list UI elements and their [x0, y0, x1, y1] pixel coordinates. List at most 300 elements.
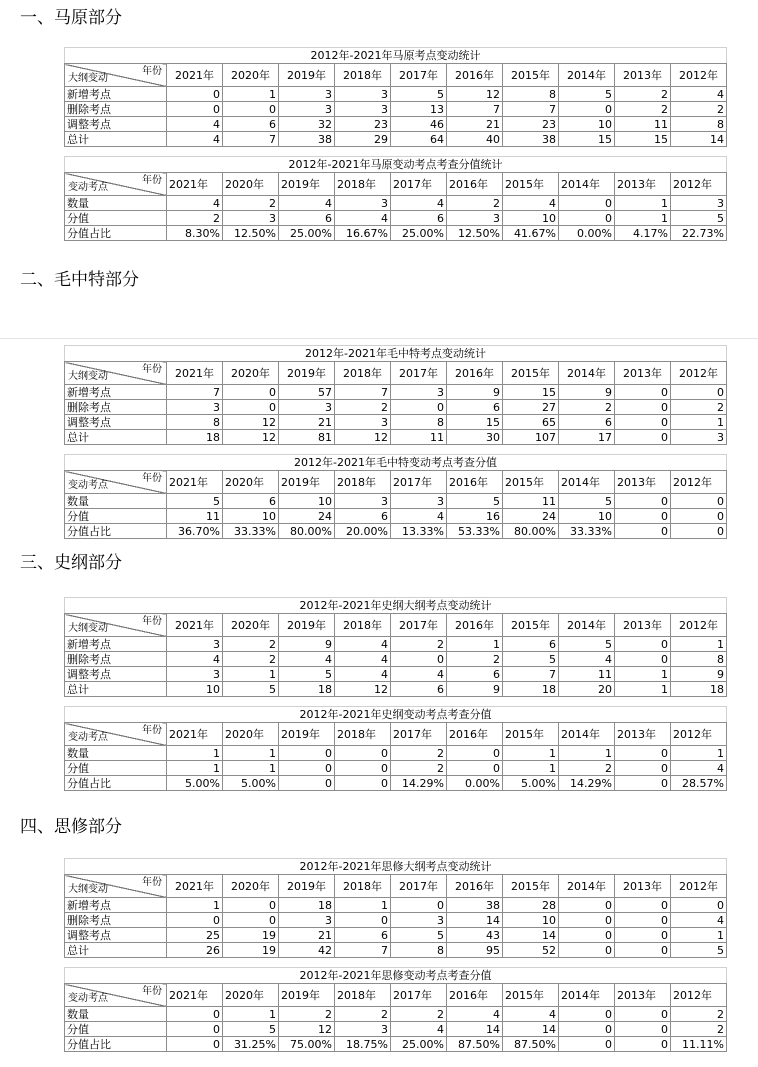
- table-cell: 26: [167, 943, 223, 958]
- table-cell: 0.00%: [447, 776, 503, 791]
- table-cell: 8: [391, 415, 447, 430]
- table-cell: 4: [279, 652, 335, 667]
- table-cell: 7: [223, 132, 279, 147]
- change-stats-table: [64, 597, 727, 697]
- table-cell: 11: [559, 667, 615, 682]
- year-header: 2020年: [223, 173, 279, 196]
- table-cell: 3: [335, 1022, 391, 1037]
- table-cell: 2: [391, 637, 447, 652]
- table-cell: 4: [167, 132, 223, 147]
- year-header: 2019年: [279, 362, 335, 385]
- header-row: [65, 614, 727, 637]
- table-cell: 38: [503, 132, 559, 147]
- table-cell: 15: [559, 132, 615, 147]
- table-cell: 10: [223, 509, 279, 524]
- table-cell: 0: [391, 652, 447, 667]
- table-cell: 4: [447, 1007, 503, 1022]
- table-cell: 0.00%: [559, 226, 615, 241]
- table-cell: 2: [671, 102, 727, 117]
- table-cell: 3: [671, 196, 727, 211]
- year-header: 2016年: [447, 984, 503, 1007]
- table-cell: 9: [671, 667, 727, 682]
- section-block-sixiu: [64, 858, 727, 1052]
- header-row: [65, 173, 727, 196]
- table-cell: 0: [335, 761, 391, 776]
- table-cell: 12.50%: [223, 226, 279, 241]
- table-cell: 11: [615, 117, 671, 132]
- table-cell: 5: [167, 494, 223, 509]
- corner-bottom-label: 变动考点: [68, 480, 108, 491]
- corner-bottom-label: 大纲变动: [68, 884, 108, 895]
- table-row: [65, 652, 727, 667]
- table-cell: 2: [391, 746, 447, 761]
- row-label: 总计: [65, 682, 167, 697]
- table-cell: 6: [223, 494, 279, 509]
- year-header: 2018年: [335, 723, 391, 746]
- table-cell: 10: [167, 682, 223, 697]
- score-stats-table: [64, 967, 727, 1052]
- table-cell: 28: [503, 898, 559, 913]
- table-cell: 18: [503, 682, 559, 697]
- table-cell: 0: [447, 761, 503, 776]
- table-cell: 95: [447, 943, 503, 958]
- year-header: 2015年: [503, 64, 559, 87]
- table-row: [65, 196, 727, 211]
- table-cell: 80.00%: [279, 524, 335, 539]
- year-header: 2019年: [279, 723, 335, 746]
- section-heading-mayuan: 一、马原部分: [20, 8, 122, 28]
- row-label: 分值: [65, 509, 167, 524]
- table-cell: 8: [671, 117, 727, 132]
- table-row: [65, 509, 727, 524]
- year-header: 2021年: [167, 64, 223, 87]
- table-cell: 1: [167, 898, 223, 913]
- table-cell: 0: [447, 746, 503, 761]
- year-header: 2016年: [447, 875, 503, 898]
- year-header: 2018年: [335, 471, 391, 494]
- table-cell: 33.33%: [223, 524, 279, 539]
- corner-bottom-label: 大纲变动: [68, 623, 108, 634]
- year-header: 2017年: [391, 875, 447, 898]
- table-row: [65, 226, 727, 241]
- year-header: 2019年: [279, 64, 335, 87]
- table-row: [65, 524, 727, 539]
- row-label: 新增考点: [65, 898, 167, 913]
- table-cell: 4: [671, 913, 727, 928]
- table-cell: 10: [279, 494, 335, 509]
- row-label: 数量: [65, 746, 167, 761]
- corner-top-label: 年份: [142, 364, 162, 375]
- table-cell: 11: [503, 494, 559, 509]
- table-cell: 0: [615, 494, 671, 509]
- table-cell: 6: [447, 667, 503, 682]
- table-cell: 12: [223, 415, 279, 430]
- table-cell: 5: [503, 652, 559, 667]
- table-cell: 22.73%: [671, 226, 727, 241]
- row-label: 调整考点: [65, 667, 167, 682]
- table-cell: 9: [559, 385, 615, 400]
- table-cell: 4: [335, 652, 391, 667]
- row-label: 删除考点: [65, 913, 167, 928]
- table-cell: 52: [503, 943, 559, 958]
- table-cell: 12: [223, 430, 279, 445]
- table-cell: 2: [391, 1007, 447, 1022]
- table-row: [65, 494, 727, 509]
- year-header: 2015年: [503, 471, 559, 494]
- table-cell: 28.57%: [671, 776, 727, 791]
- table-cell: 0: [615, 1022, 671, 1037]
- table-cell: 0: [615, 415, 671, 430]
- year-header: 2012年: [671, 173, 727, 196]
- change-stats-table: [64, 345, 727, 445]
- table-cell: 0: [671, 494, 727, 509]
- year-header: 2014年: [559, 875, 615, 898]
- row-label: 分值: [65, 761, 167, 776]
- table-cell: 16: [447, 509, 503, 524]
- section-block-maozhongte: [64, 345, 727, 539]
- table-cell: 0: [223, 898, 279, 913]
- score-stats-table: [64, 156, 727, 241]
- table-cell: 8: [391, 943, 447, 958]
- table-cell: 2: [671, 1007, 727, 1022]
- table-cell: 23: [335, 117, 391, 132]
- header-row: [65, 723, 727, 746]
- year-header: 2015年: [503, 875, 559, 898]
- table-cell: 2: [447, 196, 503, 211]
- table-cell: 2: [671, 1022, 727, 1037]
- table-cell: 2: [447, 652, 503, 667]
- table-cell: 8.30%: [167, 226, 223, 241]
- table-cell: 0: [615, 524, 671, 539]
- table-cell: 13.33%: [391, 524, 447, 539]
- table-title-row: [65, 157, 727, 173]
- table-cell: 5.00%: [503, 776, 559, 791]
- table-row: [65, 102, 727, 117]
- table-cell: 3: [391, 913, 447, 928]
- year-header: 2020年: [223, 64, 279, 87]
- table-cell: 5: [391, 87, 447, 102]
- table-cell: 15: [447, 415, 503, 430]
- table-cell: 18: [167, 430, 223, 445]
- year-header: 2014年: [559, 471, 615, 494]
- year-header: 2014年: [559, 614, 615, 637]
- year-header: 2012年: [671, 614, 727, 637]
- corner-top-label: 年份: [142, 616, 162, 627]
- year-header: 2017年: [391, 173, 447, 196]
- year-header: 2012年: [671, 471, 727, 494]
- header-row: [65, 362, 727, 385]
- table-cell: 4: [335, 637, 391, 652]
- table-cell: 4.17%: [615, 226, 671, 241]
- table-cell: 4: [167, 196, 223, 211]
- year-header: 2017年: [391, 614, 447, 637]
- table-cell: 0: [615, 913, 671, 928]
- table-title: 2012年-2021年毛中特考点变动统计: [65, 346, 727, 362]
- corner-header: [65, 362, 167, 385]
- table-cell: 2: [167, 211, 223, 226]
- corner-header: [65, 471, 167, 494]
- year-header: 2012年: [671, 362, 727, 385]
- table-spacer: [64, 958, 727, 967]
- table-row: [65, 211, 727, 226]
- table-cell: 0: [615, 761, 671, 776]
- row-label: 调整考点: [65, 928, 167, 943]
- table-cell: 4: [503, 196, 559, 211]
- table-cell: 2: [335, 1007, 391, 1022]
- table-cell: 0: [671, 385, 727, 400]
- year-header: 2017年: [391, 984, 447, 1007]
- year-header: 2014年: [559, 173, 615, 196]
- corner-header: [65, 173, 167, 196]
- table-cell: 0: [559, 898, 615, 913]
- year-header: 2019年: [279, 471, 335, 494]
- table-cell: 0: [559, 1007, 615, 1022]
- table-title-row: [65, 707, 727, 723]
- table-cell: 14.29%: [559, 776, 615, 791]
- corner-bottom-label: 变动考点: [68, 732, 108, 743]
- corner-top-label: 年份: [142, 986, 162, 997]
- change-stats-table: [64, 858, 727, 958]
- table-row: [65, 898, 727, 913]
- year-header: 2020年: [223, 984, 279, 1007]
- table-cell: 6: [279, 211, 335, 226]
- table-cell: 24: [279, 509, 335, 524]
- table-cell: 3: [391, 494, 447, 509]
- year-header: 2012年: [671, 723, 727, 746]
- year-header: 2015年: [503, 614, 559, 637]
- table-cell: 46: [391, 117, 447, 132]
- table-cell: 5: [559, 87, 615, 102]
- table-cell: 0: [167, 1007, 223, 1022]
- table-cell: 1: [167, 761, 223, 776]
- table-cell: 3: [335, 87, 391, 102]
- table-cell: 0: [559, 1022, 615, 1037]
- table-cell: 75.00%: [279, 1037, 335, 1052]
- table-cell: 5: [391, 928, 447, 943]
- table-cell: 0: [167, 1037, 223, 1052]
- table-cell: 0: [223, 102, 279, 117]
- table-cell: 0: [615, 746, 671, 761]
- table-cell: 1: [615, 211, 671, 226]
- row-label: 新增考点: [65, 87, 167, 102]
- year-header: 2014年: [559, 723, 615, 746]
- table-cell: 27: [503, 400, 559, 415]
- table-cell: 1: [223, 1007, 279, 1022]
- table-cell: 10: [559, 509, 615, 524]
- table-cell: 4: [391, 196, 447, 211]
- table-cell: 16.67%: [335, 226, 391, 241]
- table-cell: 0: [335, 776, 391, 791]
- table-cell: 3: [279, 102, 335, 117]
- year-header: 2019年: [279, 875, 335, 898]
- year-header: 2012年: [671, 875, 727, 898]
- year-header: 2018年: [335, 64, 391, 87]
- table-row: [65, 928, 727, 943]
- table-cell: 41.67%: [503, 226, 559, 241]
- table-cell: 6: [559, 415, 615, 430]
- table-cell: 11: [391, 430, 447, 445]
- corner-header: [65, 64, 167, 87]
- year-header: 2018年: [335, 173, 391, 196]
- table-cell: 11: [167, 509, 223, 524]
- table-cell: 0: [279, 746, 335, 761]
- year-header: 2016年: [447, 471, 503, 494]
- table-cell: 0: [559, 943, 615, 958]
- year-header: 2016年: [447, 614, 503, 637]
- table-cell: 1: [615, 667, 671, 682]
- table-cell: 9: [447, 385, 503, 400]
- table-cell: 0: [615, 400, 671, 415]
- table-cell: 0: [559, 211, 615, 226]
- table-row: [65, 132, 727, 147]
- table-row: [65, 913, 727, 928]
- table-cell: 0: [615, 943, 671, 958]
- row-label: 调整考点: [65, 415, 167, 430]
- row-label: 分值占比: [65, 524, 167, 539]
- table-cell: 0: [279, 776, 335, 791]
- year-header: 2016年: [447, 173, 503, 196]
- table-cell: 18: [279, 682, 335, 697]
- table-cell: 1: [223, 746, 279, 761]
- table-cell: 3: [279, 87, 335, 102]
- year-header: 2012年: [671, 64, 727, 87]
- table-cell: 0: [615, 776, 671, 791]
- table-cell: 64: [391, 132, 447, 147]
- table-title-row: [65, 968, 727, 984]
- year-header: 2015年: [503, 173, 559, 196]
- table-cell: 18: [671, 682, 727, 697]
- table-cell: 2: [223, 196, 279, 211]
- table-cell: 3: [279, 400, 335, 415]
- table-cell: 8: [671, 652, 727, 667]
- table-cell: 5: [223, 682, 279, 697]
- table-cell: 0: [615, 637, 671, 652]
- table-cell: 0: [223, 400, 279, 415]
- table-row: [65, 667, 727, 682]
- table-cell: 1: [671, 746, 727, 761]
- table-cell: 4: [167, 117, 223, 132]
- table-title: 2012年-2021年史纲大纲考点变动统计: [65, 598, 727, 614]
- year-header: 2013年: [615, 984, 671, 1007]
- table-cell: 0: [559, 196, 615, 211]
- year-header: 2020年: [223, 471, 279, 494]
- table-cell: 2: [615, 102, 671, 117]
- table-title: 2012年-2021年思修大纲考点变动统计: [65, 859, 727, 875]
- table-cell: 14.29%: [391, 776, 447, 791]
- corner-bottom-label: 大纲变动: [68, 73, 108, 84]
- table-cell: 4: [671, 761, 727, 776]
- score-stats-table: [64, 706, 727, 791]
- table-cell: 14: [447, 913, 503, 928]
- row-label: 删除考点: [65, 652, 167, 667]
- header-row: [65, 64, 727, 87]
- table-cell: 0: [167, 102, 223, 117]
- year-header: 2015年: [503, 984, 559, 1007]
- table-cell: 0: [671, 509, 727, 524]
- table-row: [65, 776, 727, 791]
- corner-top-label: 年份: [142, 175, 162, 186]
- section-block-mayuan: [64, 47, 727, 241]
- table-cell: 81: [279, 430, 335, 445]
- table-spacer: [64, 147, 727, 156]
- table-cell: 0: [615, 1007, 671, 1022]
- year-header: 2017年: [391, 362, 447, 385]
- table-row: [65, 430, 727, 445]
- table-cell: 11.11%: [671, 1037, 727, 1052]
- table-title-row: [65, 48, 727, 64]
- year-header: 2016年: [447, 723, 503, 746]
- table-title: 2012年-2021年马原变动考点考查分值统计: [65, 157, 727, 173]
- table-cell: 7: [335, 943, 391, 958]
- table-cell: 5: [559, 637, 615, 652]
- table-cell: 65: [503, 415, 559, 430]
- year-header: 2018年: [335, 362, 391, 385]
- table-cell: 5.00%: [223, 776, 279, 791]
- section-heading-sixiu: 四、思修部分: [20, 817, 122, 837]
- table-cell: 8: [167, 415, 223, 430]
- table-cell: 4: [335, 667, 391, 682]
- table-cell: 20: [559, 682, 615, 697]
- table-cell: 4: [391, 509, 447, 524]
- year-header: 2013年: [615, 64, 671, 87]
- table-cell: 6: [503, 637, 559, 652]
- table-cell: 0: [223, 385, 279, 400]
- table-cell: 0: [391, 400, 447, 415]
- row-label: 数量: [65, 196, 167, 211]
- divider: [0, 338, 758, 339]
- year-header: 2014年: [559, 984, 615, 1007]
- table-cell: 3: [167, 400, 223, 415]
- table-cell: 53.33%: [447, 524, 503, 539]
- year-header: 2013年: [615, 723, 671, 746]
- header-row: [65, 875, 727, 898]
- year-header: 2014年: [559, 362, 615, 385]
- table-cell: 0: [671, 898, 727, 913]
- table-cell: 10: [559, 117, 615, 132]
- year-header: 2021年: [167, 875, 223, 898]
- table-cell: 0: [559, 102, 615, 117]
- table-cell: 3: [335, 102, 391, 117]
- table-cell: 2: [223, 652, 279, 667]
- table-cell: 6: [335, 509, 391, 524]
- year-header: 2020年: [223, 723, 279, 746]
- table-cell: 40: [447, 132, 503, 147]
- year-header: 2012年: [671, 984, 727, 1007]
- table-cell: 14: [503, 1022, 559, 1037]
- corner-top-label: 年份: [142, 66, 162, 77]
- table-cell: 0: [279, 761, 335, 776]
- table-cell: 1: [503, 746, 559, 761]
- table-row: [65, 1037, 727, 1052]
- table-cell: 7: [447, 102, 503, 117]
- table-row: [65, 746, 727, 761]
- table-cell: 14: [447, 1022, 503, 1037]
- table-cell: 10: [503, 211, 559, 226]
- year-header: 2017年: [391, 64, 447, 87]
- year-header: 2018年: [335, 984, 391, 1007]
- table-cell: 7: [503, 102, 559, 117]
- table-row: [65, 385, 727, 400]
- table-spacer: [64, 697, 727, 706]
- table-row: [65, 943, 727, 958]
- table-cell: 5: [279, 667, 335, 682]
- table-cell: 12: [279, 1022, 335, 1037]
- table-cell: 5: [671, 211, 727, 226]
- year-header: 2019年: [279, 984, 335, 1007]
- table-cell: 0: [615, 509, 671, 524]
- year-header: 2021年: [167, 723, 223, 746]
- table-title: 2012年-2021年毛中特变动考点考查分值: [65, 455, 727, 471]
